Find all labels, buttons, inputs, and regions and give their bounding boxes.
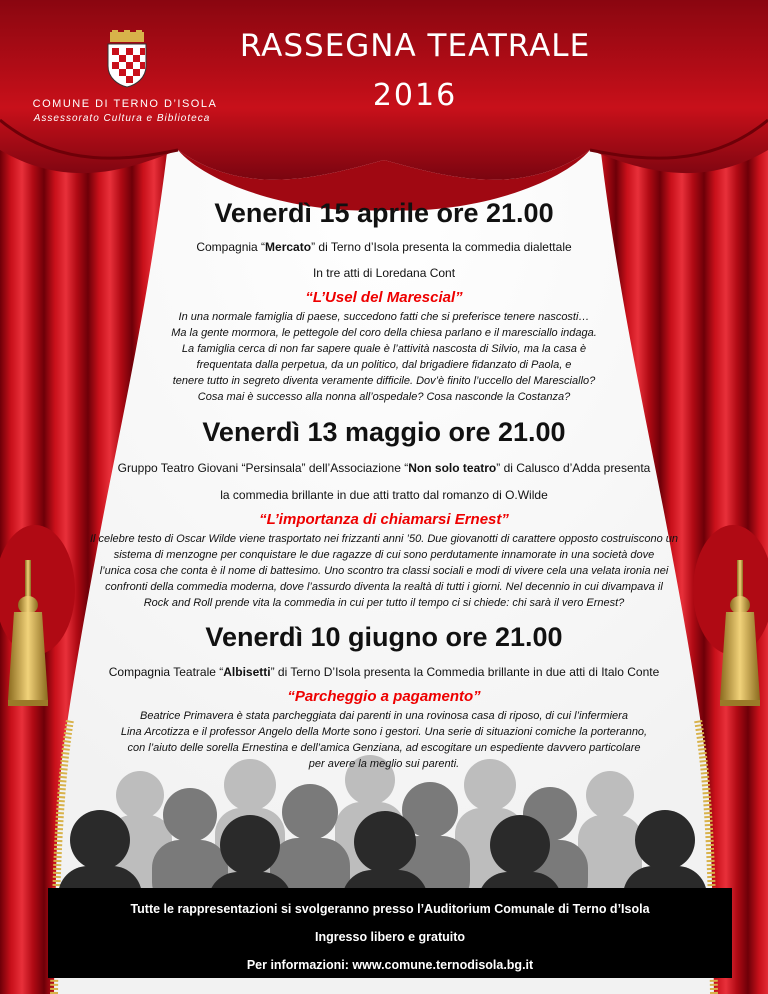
event-3-company-post: ” di Terno D’Isola presenta la Commedia brillante in due atti di Italo Conte bbox=[270, 665, 660, 679]
poster-year: 2016 bbox=[372, 78, 458, 113]
event-1-description bbox=[120, 309, 648, 405]
event-3-company-name: Albisetti bbox=[223, 665, 271, 679]
event-3-description-line: Lina Arcotizza e il professor Angelo della Morte sono i gestori. Una serie di situazioni comiche la porteranno, bbox=[120, 726, 648, 738]
event-1-date: Venerdì 15 aprile ore 21.00 bbox=[214, 198, 554, 228]
footer-entry: Ingresso libero e gratuito bbox=[314, 930, 466, 944]
municipal-crest-icon bbox=[104, 30, 150, 88]
event-2-description-line: confronti della commedia moderna, dove l’assurdo diventa la realtà di tutti i giorni. Nel decennio in cui divampava il bbox=[105, 581, 663, 593]
event-2-company-name: Non solo teatro bbox=[408, 461, 497, 475]
footer-banner bbox=[48, 888, 732, 978]
event-2-date: Venerdì 13 maggio ore 21.00 bbox=[202, 417, 566, 447]
event-3-date: Venerdì 10 giugno ore 21.00 bbox=[205, 622, 563, 652]
event-2-author: la commedia brillante in due atti tratto dal romanzo di O.Wilde bbox=[220, 488, 548, 502]
organization-name: COMUNE DI TERNO D’ISOLA bbox=[32, 98, 218, 110]
event-1-description-line: Ma la gente mormora, le pettegole del coro della chiesa parlano e il maresciallo indaga. bbox=[171, 327, 597, 339]
event-2-description bbox=[40, 531, 728, 611]
organization-department: Assessorato Cultura e Biblioteca bbox=[33, 113, 211, 124]
event-2-company-post: ” di Calusco d’Adda presenta bbox=[496, 461, 651, 475]
event-2-play-title: “L’importanza di chiamarsi Ernest” bbox=[259, 511, 509, 528]
event-1-company bbox=[100, 240, 668, 254]
footer-info-link[interactable]: Per informazioni: www.comune.ternodisola.bg.it bbox=[246, 958, 534, 972]
event-2-description-line: Il celebre testo di Oscar Wilde viene trasportato nei frizzanti anni ’50. Due giovanotti di carattere opposto costruiscono un bbox=[89, 533, 679, 545]
event-2-description-line: sistema di menzogne per conquistare le due ragazze di cui sono perdutamente innamorate in una società dove bbox=[113, 549, 655, 561]
event-1-company-post: ” di Terno d’Isola presenta la commedia dialettale bbox=[311, 240, 572, 254]
event-1-description-line: Cosa mai è successo alla nonna all’ospedale? Cosa nasconde la Costanza? bbox=[197, 391, 571, 403]
event-1-description-line: tenere tutto in segreto diventa veramente difficile. Dov’è finito l’uccello del Maresciallo? bbox=[172, 375, 596, 387]
event-1-play-title: “L’Usel del Marescial” bbox=[305, 289, 463, 306]
event-1-author: In tre atti di Loredana Cont bbox=[312, 266, 456, 280]
event-3-description-line: con l’aiuto delle sorella Ernestina e dell’amica Genziana, ad escogitare un espediente davvero particolare bbox=[127, 742, 641, 754]
event-2-description-line: Rock and Roll prende vita la commedia in cui per tutto il tempo ci si chiede: chi sarà il vero Ernest? bbox=[143, 597, 625, 609]
event-2-description-line: l’unica cosa che conta è il nome di battesimo. Uno scontro tra classi sociali e modi di vivere cela una velata ironia nei bbox=[99, 565, 669, 577]
event-3-company-pre: Compagnia Teatrale “ bbox=[108, 665, 224, 679]
event-3-play-title: “Parcheggio a pagamento” bbox=[287, 688, 481, 705]
footer-venue: Tutte le rappresentazioni si svolgeranno presso l’Auditorium Comunale di Terno d’Isola bbox=[130, 902, 650, 916]
event-3-description-line: Beatrice Primavera è stata parcheggiata dai parenti in una rovinosa casa di riposo, di cui l’infermiera bbox=[140, 710, 628, 722]
event-3-company bbox=[60, 665, 708, 679]
event-1-company-pre: Compagnia “ bbox=[196, 240, 266, 254]
event-1-description-line: In una normale famiglia di paese, succedono fatti che si preferisce tenere nascosti… bbox=[178, 311, 590, 323]
event-1-description-line: La famiglia cerca di non far sapere quale è l’attività nascosta di Silvio, ma la casa è bbox=[181, 343, 587, 355]
event-2-company bbox=[60, 461, 708, 475]
event-1-description-line: frequentata dalla perpetua, da un politico, dal brigadiere fidanzato di Paola, e bbox=[196, 359, 572, 371]
event-3-description bbox=[90, 708, 678, 772]
event-1-company-name: Mercato bbox=[265, 240, 312, 254]
event-2-company-pre: Gruppo Teatro Giovani “Persinsala” dell’Associazione “ bbox=[117, 461, 409, 475]
poster-title: RASSEGNA TEATRALE bbox=[239, 28, 591, 64]
event-3-description-line: per avere la meglio sui parenti. bbox=[308, 758, 460, 770]
